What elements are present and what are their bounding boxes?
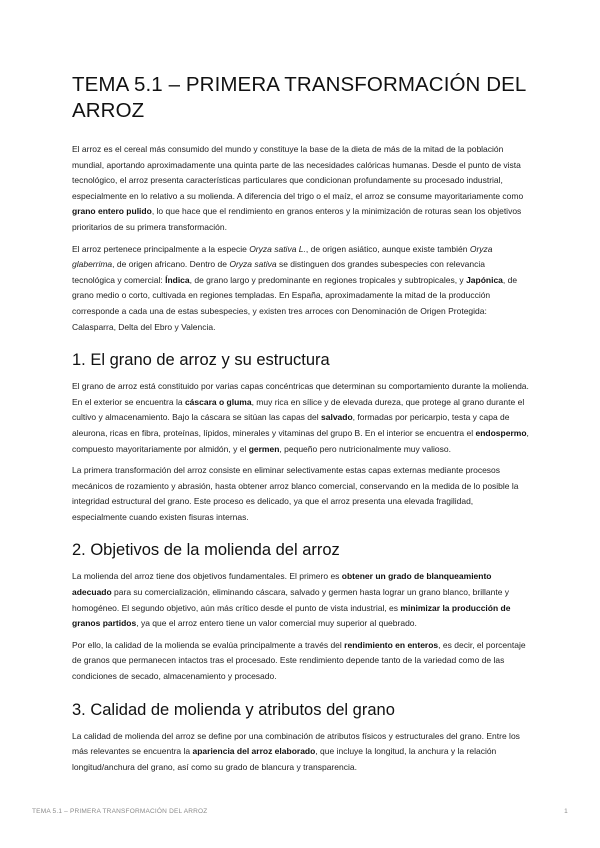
- section-1-heading: 1. El grano de arroz y su estructura: [72, 351, 330, 370]
- page-footer: [32, 808, 568, 815]
- footer-label: TEMA 5.1 – PRIMERA TRANSFORMACIÓN DEL ARROZ: [32, 808, 208, 815]
- page-number: 1: [564, 808, 568, 815]
- section-3-paragraph-1: La calidad de molienda del arroz se define por una combinación de atributos físicos y estructurales del grano. Entre los más relevantes se encuentra la apariencia del arroz elaborado, que incluye la longitud, la anchura y la relación longitud/anchura del grano, así como su grado de blancura y transparencia.: [72, 730, 520, 772]
- bold-term: germen: [248, 443, 280, 454]
- section-1-paragraph-2: La primera transformación del arroz consiste en eliminar selectivamente estas capas externas mediante procesos mecánicos de rozamiento y abrasión, hasta obtener arroz blanco comercial, conservando en la medida de lo posible la integridad estructural del grano. Este proceso es delicado, ya que el arroz presenta una elevada fragilidad, especialmente cuando existen fisuras internas.: [72, 465, 519, 522]
- bold-term: rendimiento en enteros: [344, 639, 439, 650]
- document-page: [72, 72, 529, 781]
- bold-term: Japónica: [466, 274, 503, 285]
- bold-term: grano entero pulido: [72, 206, 152, 217]
- intro-paragraph-2: El arroz pertenece principalmente a la especie Oryza sativa L., de origen asiático, aunque existe también Oryza glaberrima, de origen africano. Dentro de Oryza sativa se distinguen dos grandes subespecies con relevancia tecnológica y comercial: Índica, de grano largo y predominante en regiones tropicales y subtropicales, y Japónica, de grano medio o corto, cultivada en regiones templadas. En España, aproximadamente la mitad de la producción corresponde a cada una de estas subespecies, y existen tres arroces con Denominación de Origen Protegida: Calasparra, Delta del Ebro y Valencia.: [72, 243, 518, 332]
- section-3-heading: 3. Calidad de molienda y atributos del grano: [72, 700, 395, 719]
- italic-term: Oryza sativa: [229, 259, 277, 270]
- bold-term: Índica: [165, 274, 190, 285]
- bold-term: cáscara o gluma: [184, 396, 252, 407]
- section-2-paragraph-2: Por ello, la calidad de la molienda se evalúa principalmente a través del rendimiento en enteros, es decir, el porcentaje de granos que permanecen intactos tras el procesado. Este rendimiento depende tanto de la variedad como de las condiciones de secado, almacenamiento y procesado.: [72, 639, 526, 682]
- section-1-paragraph-1: El grano de arroz está constituido por varias capas concéntricas que determinan su comportamiento durante la molienda. En el exterior se encuentra la cáscara o gluma, muy rica en sílice y de elevada dureza, que protege al grano durante el cultivo y almacenamiento. Bajo la cáscara se sitúan las capas del salvado, formadas por pericarpio, testa y capa de aleurona, ricas en fibra, proteínas, lípidos, minerales y vitaminas del grupo B. En el interior se encuentra el endospermo, compuesto mayoritariamente por almidón, y el germen, pequeño pero nutricionalmente muy valioso.: [72, 381, 529, 454]
- document-title: TEMA 5.1 – PRIMERA TRANSFORMACIÓN DEL ARROZ: [72, 73, 526, 122]
- italic-term: Oryza sativa L.: [249, 243, 306, 254]
- bold-term: obtener un grado de blanqueamiento adecuado: [72, 571, 492, 598]
- bold-term: salvado: [321, 412, 353, 423]
- intro-paragraph-1: El arroz es el cereal más consumido del mundo y constituye la base de la dieta de más de la mitad de la población mundial, aportando aproximadamente una quinta parte de las necesidades calóricas humanas. Desde el punto de vista tecnológico, el arroz presenta características particulares que condicionan profundamente su procesado industrial, especialmente en lo relativo a su molienda. A diferencia del trigo o el maíz, el arroz se consume mayoritariamente como grano entero pulido, lo que hace que el rendimiento en granos enteros y la minimización de roturas sean los objetivos prioritarios de su primera transformación.: [72, 144, 524, 232]
- bold-term: endospermo: [475, 427, 527, 438]
- section-2-heading: 2. Objetivos de la molienda del arroz: [72, 541, 340, 560]
- bold-term: minimizar la producción de granos partidos: [72, 602, 511, 629]
- bold-term: apariencia del arroz elaborado: [192, 746, 316, 757]
- italic-term: Oryza glaberrima: [72, 243, 493, 270]
- section-2-paragraph-1: La molienda del arroz tiene dos objetivos fundamentales. El primero es obtener un grado de blanqueamiento adecuado para su comercialización, eliminando cáscara, salvado y germen hasta lograr un grano blanco, brillante y homogéneo. El segundo objetivo, aún más crítico desde el punto de vista industrial, es minimizar la producción de granos partidos, ya que el arroz entero tiene un valor comercial muy superior al quebrado.: [72, 571, 511, 629]
